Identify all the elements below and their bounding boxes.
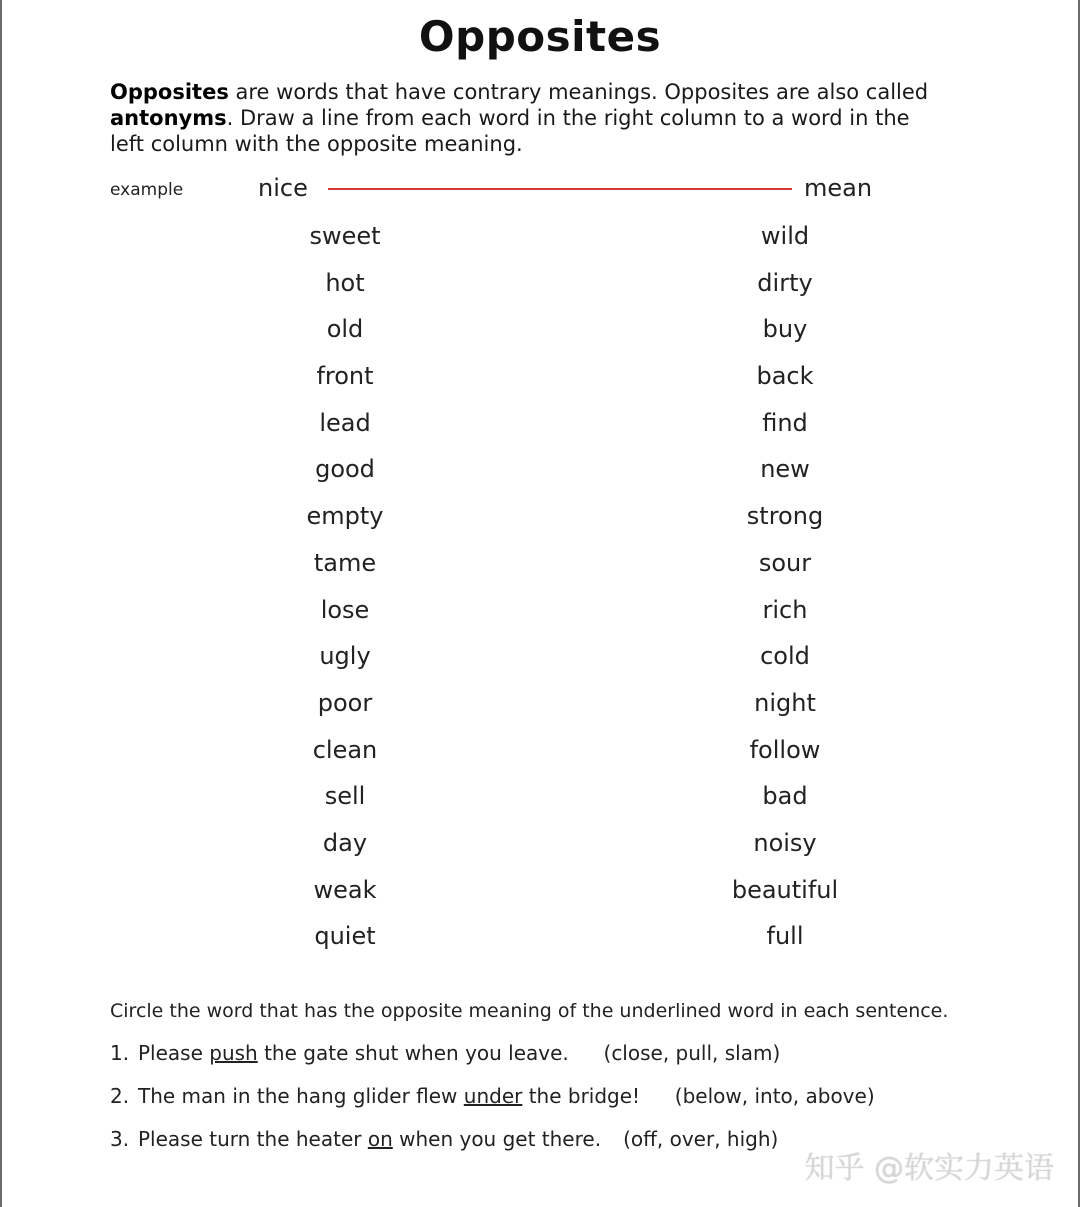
sentence-text: when you get there. <box>392 1127 602 1151</box>
left-word: lose <box>320 595 370 624</box>
sentence-number: 2. <box>110 1084 130 1108</box>
sentence-number: 3. <box>110 1127 130 1151</box>
sentence-item <box>110 1041 875 1084</box>
left-word: day <box>322 828 368 857</box>
right-word: cold <box>760 642 810 671</box>
left-word: sell <box>324 782 366 811</box>
sentence-text: the gate shut when you leave. <box>257 1041 569 1065</box>
sentence-text: Please <box>138 1041 210 1065</box>
page-title: Opposites <box>418 12 662 61</box>
right-word: find <box>762 408 808 437</box>
example-left-word: nice <box>258 174 308 202</box>
intro-paragraph <box>110 79 950 157</box>
answer-choices: (off, over, high) <box>623 1127 779 1151</box>
right-word: back <box>756 362 814 391</box>
left-word: weak <box>313 875 377 904</box>
left-word: clean <box>312 735 378 764</box>
right-word: sour <box>758 548 812 577</box>
left-word-column <box>245 219 445 966</box>
left-word: quiet <box>314 922 376 951</box>
watermark: 知乎 @软实力英语 <box>804 1151 1054 1186</box>
left-word: lead <box>319 408 371 437</box>
right-word: beautiful <box>731 875 839 904</box>
example-right-word: mean <box>804 174 873 202</box>
answer-choices: (close, pull, slam) <box>590 1041 781 1065</box>
page-border-left <box>0 0 2 1207</box>
right-word: bad <box>762 782 808 811</box>
underlined-word: under <box>463 1084 523 1108</box>
example-connector-line <box>328 188 792 190</box>
intro-term-antonyms: antonyms <box>110 106 227 130</box>
left-word: good <box>315 455 375 484</box>
intro-text-2: . Draw a line from each word in the right column to a word in the left column with the opposite meaning. <box>110 106 910 156</box>
right-word: buy <box>762 315 808 344</box>
sentence-number: 1. <box>110 1041 130 1065</box>
sentence-list <box>110 1041 875 1170</box>
left-word: empty <box>306 502 384 531</box>
right-word: noisy <box>753 828 817 857</box>
left-word: front <box>316 362 374 391</box>
right-word: rich <box>762 595 808 624</box>
sentence-text: Please turn the heater <box>138 1127 368 1151</box>
intro-text-1: are words that have contrary meanings. Opposites are also called <box>228 80 929 104</box>
right-word-column <box>685 219 885 966</box>
left-word: hot <box>325 268 365 297</box>
right-word: strong <box>746 502 824 531</box>
right-word: dirty <box>757 268 813 297</box>
left-word: sweet <box>309 222 381 250</box>
left-word: ugly <box>319 642 371 671</box>
right-word: night <box>754 688 816 717</box>
answer-choices: (below, into, above) <box>662 1084 875 1108</box>
intro-term-opposites: Opposites <box>110 80 229 104</box>
example-label: example <box>110 180 184 200</box>
underlined-word: on <box>367 1127 393 1151</box>
right-word: follow <box>749 735 821 764</box>
underlined-word: push <box>209 1041 258 1065</box>
sentence-item <box>110 1127 875 1170</box>
right-word: new <box>760 455 810 484</box>
left-word: old <box>326 315 364 344</box>
sentence-text: The man in the hang glider flew <box>138 1084 464 1108</box>
circle-instructions: Circle the word that has the opposite meaning of the underlined word in each sentence. <box>110 1000 949 1022</box>
sentence-item <box>110 1084 875 1127</box>
right-word: full <box>766 922 804 951</box>
sentence-text: the bridge! <box>522 1084 641 1108</box>
left-word: poor <box>317 688 373 717</box>
left-word: tame <box>313 548 377 577</box>
right-word: wild <box>760 222 810 250</box>
